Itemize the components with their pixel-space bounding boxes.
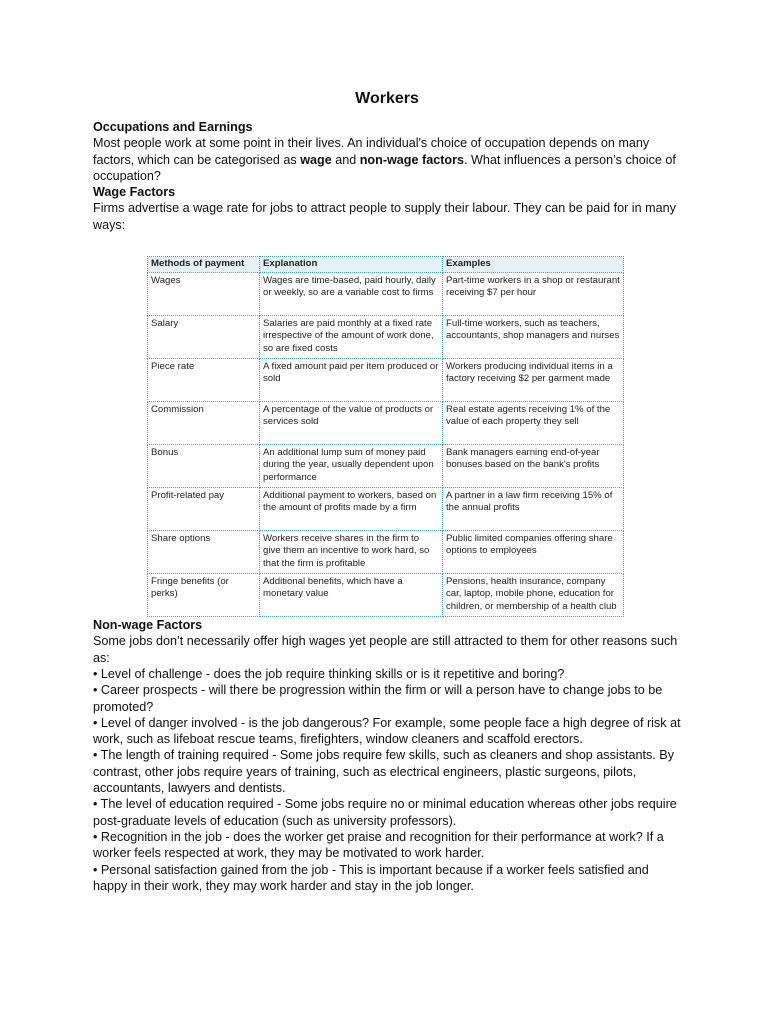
list-item: • The level of education required - Some jobs require no or minimal education whereas other jobs require post-graduate levels of education (such as university professors).	[93, 797, 677, 828]
bold-term-wage: wage	[300, 152, 332, 167]
cell-example: A partner in a law firm receiving 15% of the annual profits	[443, 488, 624, 531]
cell-method: Wages	[148, 273, 260, 316]
cell-method: Fringe benefits (or perks)	[148, 574, 260, 617]
list-item: • Recognition in the job - does the worker get praise and recognition for their performance at work? If a worker feels respected at work, they may be motivated to work harder.	[93, 829, 664, 861]
list-item: • Personal satisfaction gained from the job - This is important because if a worker feels satisfied and happy in their work, they may work harder and stay in the job longer.	[93, 862, 649, 893]
cell-explanation: Workers receive shares in the firm to give them an incentive to work hard, so that the firm is profitable	[260, 531, 443, 574]
cell-example: Public limited companies offering share options to employees	[443, 531, 624, 574]
non-wage-section	[93, 617, 681, 894]
table-row	[148, 402, 624, 445]
table-row	[148, 488, 624, 531]
header-explanation: Explanation	[260, 257, 443, 273]
payment-methods-table	[147, 256, 624, 617]
list-item: • Level of danger involved - is the job dangerous? For example, some people face a high degree of risk at work, such as lifeboat rescue teams, firefighters, window cleaners and scaffold erectors.	[93, 715, 681, 747]
cell-explanation: A percentage of the value of products or services sold	[260, 402, 443, 445]
page-title: Workers	[355, 90, 419, 107]
list-item: • Career prospects - will there be progression within the firm or will a person have to change jobs to be promoted?	[93, 683, 663, 714]
cell-explanation: A fixed amount paid per item produced or sold	[260, 359, 443, 402]
table-row	[148, 531, 624, 574]
cell-method: Profit-related pay	[148, 488, 260, 531]
cell-method: Commission	[148, 402, 260, 445]
payment-methods-table-wrapper	[147, 256, 623, 617]
section-heading-occupations: Occupations and Earnings	[93, 120, 253, 134]
header-methods: Methods of payment	[148, 257, 260, 273]
list-item: • Level of challenge - does the job require thinking skills or is it repetitive and boring?	[93, 666, 565, 681]
cell-example: Workers producing individual items in a factory receiving $2 per garment made	[443, 359, 624, 402]
table-row	[148, 273, 624, 316]
table-row	[148, 359, 624, 402]
cell-example: Full-time workers, such as teachers, accountants, shop managers and nurses	[443, 316, 624, 359]
cell-example: Bank managers earning end-of-year bonuses based on the bank's profits	[443, 445, 624, 488]
wage-factors-text: Firms advertise a wage rate for jobs to attract people to supply their labour. They can be paid for in many ways:	[93, 201, 676, 232]
bold-term-non-wage: non-wage factors	[359, 152, 464, 167]
cell-example: Part-time workers in a shop or restaurant receiving $7 per hour	[443, 273, 624, 316]
occupations-intro: Most people work at some point in their lives. An individual's choice of occupation depends on many factors, which can be categorised as wage and non-wage factors. What influences a person’s choice of occupation?	[93, 136, 676, 183]
header-examples: Examples	[443, 257, 624, 273]
cell-explanation: Additional benefits, which have a monetary value	[260, 574, 443, 617]
list-item: • The length of training required - Some jobs require few skills, such as cleaners and shop assistants. By contrast, other jobs require years of training, such as electrical engineers, plastic surgeons, pilots, accountants, lawyers and dentists.	[93, 748, 674, 796]
cell-method: Piece rate	[148, 359, 260, 402]
document-page	[93, 88, 681, 894]
cell-explanation: Additional payment to workers, based on the amount of profits made by a firm	[260, 488, 443, 531]
cell-explanation: An additional lump sum of money paid during the year, usually dependent upon performance	[260, 445, 443, 488]
section-heading-wage-factors: Wage Factors	[93, 185, 176, 200]
non-wage-intro: Some jobs don’t necessarily offer high wages yet people are still attracted to them for other reasons such as:	[93, 634, 678, 665]
cell-method: Bonus	[148, 445, 260, 488]
cell-explanation: Salaries are paid monthly at a fixed rate irrespective of the amount of work done, so are fixed costs	[260, 316, 443, 359]
table-row	[148, 574, 624, 617]
table-header-row	[148, 257, 624, 273]
cell-method: Share options	[148, 531, 260, 574]
cell-method: Salary	[148, 316, 260, 359]
table-row	[148, 316, 624, 359]
cell-explanation: Wages are time-based, paid hourly, daily or weekly, so are a variable cost to firms	[260, 273, 443, 316]
section-heading-non-wage: Non-wage Factors	[93, 618, 203, 633]
cell-example: Pensions, health insurance, company car, laptop, mobile phone, education for children, or membership of a health club	[443, 574, 624, 617]
table-row	[148, 445, 624, 488]
cell-example: Real estate agents receiving 1% of the value of each property they sell	[443, 402, 624, 445]
